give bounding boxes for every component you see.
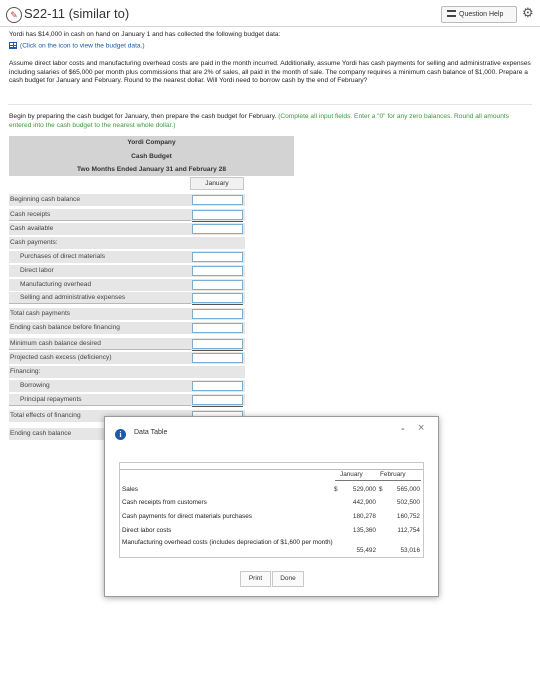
- february-value: 53,016: [400, 547, 420, 554]
- january-amount-input[interactable]: [192, 309, 243, 319]
- budget-row-label: Direct labor: [9, 265, 191, 277]
- february-value: 502,500: [396, 499, 420, 506]
- budget-data-link[interactable]: [9, 42, 309, 51]
- problem-type-icon: ✎: [6, 7, 22, 23]
- list-icon: [447, 10, 456, 17]
- budget-row-label: Financing:: [9, 366, 191, 378]
- close-icon[interactable]: ×: [418, 422, 425, 434]
- currency-symbol: $: [334, 486, 338, 493]
- january-amount-input[interactable]: [192, 353, 243, 363]
- question-help-label: Question Help: [459, 11, 504, 18]
- january-amount-input[interactable]: [192, 195, 243, 205]
- print-button[interactable]: Print: [240, 571, 271, 587]
- gear-icon[interactable]: ⚙: [522, 5, 534, 20]
- january-value: 135,360: [352, 527, 376, 534]
- budget-row-label: Principal repayments: [9, 394, 191, 406]
- instructions: [9, 113, 531, 130]
- data-row-label: Sales: [122, 486, 138, 493]
- january-amount-input[interactable]: [192, 323, 243, 333]
- total-underline: [192, 406, 243, 407]
- january-value: 442,900: [352, 499, 376, 506]
- instructions-note: (Complete all input fields. Enter a "0" for any zero balances. Round all amounts entered into the cash budget to the nearest whole dollar.): [9, 113, 510, 129]
- january-amount-input[interactable]: [192, 224, 243, 234]
- dialog-title: Data Table: [134, 429, 168, 436]
- january-amount-input[interactable]: [192, 293, 243, 303]
- header-divider: [0, 26, 540, 27]
- data-table-dialog: [104, 416, 439, 597]
- january-amount-input[interactable]: [192, 395, 243, 405]
- budget-row-label: Beginning cash balance: [9, 194, 191, 206]
- table-top-rule: [120, 463, 423, 470]
- budget-title: Cash Budget: [131, 153, 172, 160]
- data-row-label: Cash payments for direct materials purchases: [122, 513, 252, 520]
- budget-row-label: Total cash payments: [9, 308, 191, 320]
- budget-period: Two Months Ended January 31 and February 28: [76, 166, 226, 173]
- budget-cell-background: [191, 237, 245, 249]
- budget-row-label: Projected cash excess (deficiency): [9, 352, 191, 364]
- january-value: 180,278: [352, 513, 376, 520]
- budget-row-label: Purchases of direct materials: [9, 251, 191, 263]
- question-help-button[interactable]: [441, 6, 517, 23]
- budget-data-table: [119, 462, 424, 558]
- problem-intro: Yordi has $14,000 in cash on hand on January 1 and has collected the following budget data:: [9, 31, 281, 38]
- budget-row-label: Cash available: [9, 223, 191, 235]
- budget-row-label: Ending cash balance before financing: [9, 322, 191, 334]
- done-button[interactable]: Done: [272, 571, 304, 587]
- total-underline: [192, 350, 243, 351]
- budget-row-label: Ending cash balance: [9, 428, 191, 440]
- february-value: 160,752: [396, 513, 420, 520]
- data-row-label: Direct labor costs: [122, 527, 172, 534]
- january-value: 529,000: [352, 486, 376, 493]
- january-amount-input[interactable]: [192, 210, 243, 220]
- total-underline: [192, 304, 243, 305]
- table-icon: [9, 42, 17, 49]
- data-row-label: Cash receipts from customers: [122, 499, 207, 506]
- cash-budget-header: [9, 136, 294, 176]
- company-name: Yordi Company: [127, 139, 176, 146]
- budget-row-label: Borrowing: [9, 380, 191, 392]
- february-value: 565,000: [396, 486, 420, 493]
- data-row-label: Manufacturing overhead costs (includes depreciation of $1,600 per month): [122, 539, 333, 546]
- header-rule: [335, 480, 421, 481]
- total-underline: [192, 221, 243, 222]
- budget-row-label: Total effects of financing: [9, 410, 191, 422]
- problem-assumptions: Assume direct labor costs and manufacturing overhead costs are paid in the month incurred. Additionally, assume Yordi has cash payments for selling and administrative expenses including salaries of $65,000 per month plus commissions that are 2% of sales, all paid in the month of sale. The company requires a minimum cash balance of $1,000. Prepare a cash budget for January and February. Round to the nearest dollar. Will Yordi need to borrow cash by the end of February?: [9, 60, 531, 85]
- col-header-january: January: [340, 471, 363, 478]
- instructions-text: Begin by preparing the cash budget for January, then prepare the cash budget for February.: [9, 113, 277, 120]
- january-amount-input[interactable]: [192, 280, 243, 290]
- january-amount-input[interactable]: [192, 381, 243, 391]
- january-column-header: January: [190, 177, 244, 190]
- january-amount-input[interactable]: [192, 252, 243, 262]
- budget-row-label: Manufacturing overhead: [9, 279, 191, 291]
- budget-row-label: Minimum cash balance desired: [9, 338, 191, 350]
- info-icon: i: [115, 429, 126, 440]
- section-divider: [8, 104, 532, 105]
- january-amount-input[interactable]: [192, 339, 243, 349]
- budget-row-label: Cash payments:: [9, 237, 191, 249]
- currency-symbol: $: [379, 486, 383, 493]
- january-amount-input[interactable]: [192, 266, 243, 276]
- minimize-button[interactable]: -: [401, 423, 405, 435]
- february-value: 112,754: [397, 527, 420, 534]
- january-value: 55,492: [356, 547, 376, 554]
- budget-cell-background: [191, 366, 245, 378]
- col-header-february: February: [380, 471, 406, 478]
- budget-data-link-text: (Click on the icon to view the budget data.): [20, 42, 145, 50]
- budget-row-label: Cash receipts: [9, 209, 191, 221]
- budget-row-label: Selling and administrative expenses: [9, 292, 191, 304]
- page-title: S22-11 (similar to): [24, 6, 130, 21]
